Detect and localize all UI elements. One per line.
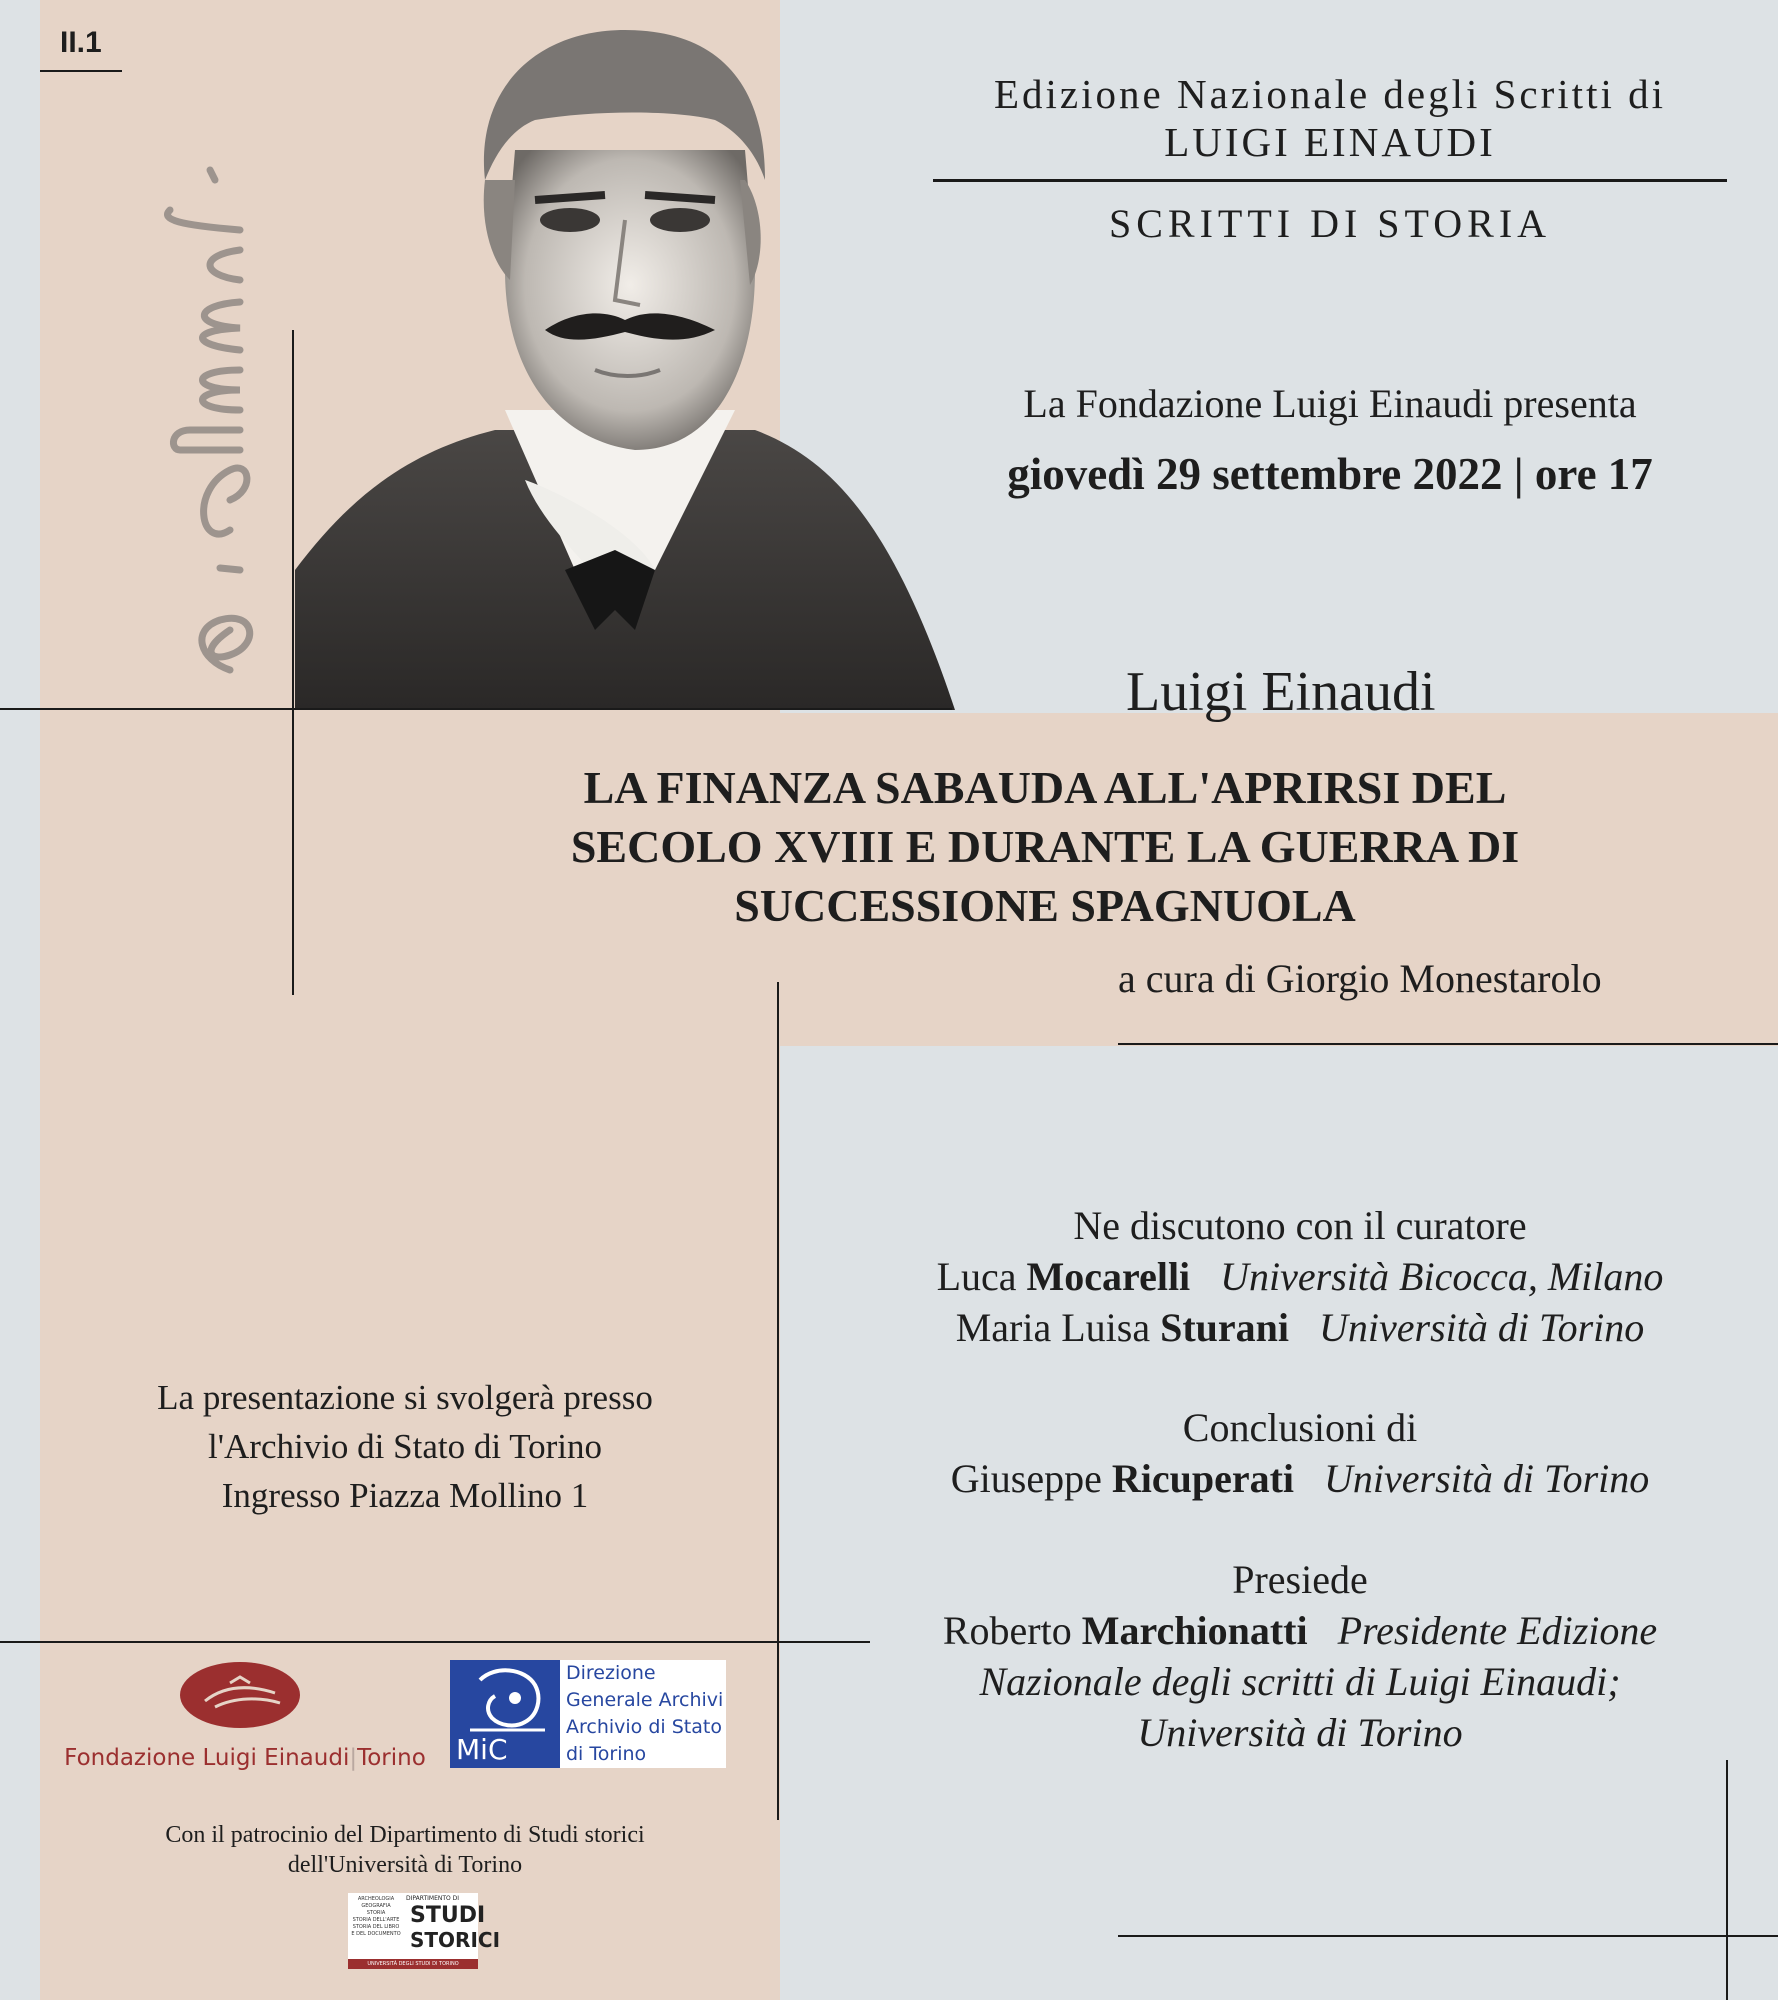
- book-author: Luigi Einaudi: [1126, 661, 1436, 723]
- discussant-row: [870, 1302, 1730, 1353]
- chair-affiliation: Università di Torino: [1137, 1710, 1463, 1755]
- chair-affiliation: Nazionale degli scritti di Luigi Einaudi;: [979, 1659, 1621, 1704]
- discussants-block: [870, 1200, 1730, 1353]
- archivi-line: Archivio di Stato: [566, 1716, 722, 1738]
- divider-vertical-right: [1726, 1760, 1728, 2000]
- book-title-line: SUCCESSIONE SPAGNUOLA: [734, 880, 1356, 931]
- chair-row: [870, 1605, 1730, 1656]
- divider-vertical-left: [292, 330, 294, 995]
- header-divider: [933, 179, 1727, 182]
- book-title-line: SECOLO XVIII E DURANTE LA GUERRA DI: [570, 821, 1520, 872]
- chair-last-name: Marchionatti: [1081, 1608, 1308, 1653]
- discussant-last-name: Sturani: [1160, 1305, 1290, 1350]
- studi-univ: UNIVERSITÀ DEGLI STUDI DI TORINO: [348, 1959, 478, 1969]
- patronage-block: [40, 1820, 770, 1880]
- fondazione-city: Torino: [357, 1745, 426, 1771]
- event-datetime: giovedì 29 settembre 2022 | ore 17: [1007, 449, 1653, 499]
- studi-discipline: ARCHEOLOGIA: [357, 1896, 395, 1902]
- chair-intro: Presiede: [1232, 1557, 1368, 1602]
- discussant-row: [870, 1251, 1730, 1302]
- conclusions-last-name: Ricuperati: [1111, 1456, 1295, 1501]
- venue-block: [40, 1373, 770, 1520]
- chair-first-name: Roberto: [942, 1608, 1072, 1653]
- signature: [80, 90, 280, 690]
- series-code: II.1: [60, 26, 102, 59]
- mic-emblem: [450, 1660, 560, 1768]
- divider-horizontal-venue: [0, 1641, 870, 1643]
- series-code-underline: [40, 70, 122, 72]
- series-title: SCRITTI DI STORIA: [1108, 201, 1552, 246]
- discussant-affiliation: Università di Torino: [1319, 1305, 1645, 1350]
- discussant-first-name: Maria Luisa: [955, 1305, 1151, 1350]
- portrait-photo: [295, 10, 955, 710]
- chair-affiliation: Presidente Edizione: [1337, 1608, 1658, 1653]
- archivi-line: di Torino: [566, 1743, 647, 1765]
- discussants-intro: Ne discutono con il curatore: [1073, 1203, 1527, 1248]
- divider-horizontal-editor: [1118, 1043, 1778, 1045]
- book-title-line: LA FINANZA SABAUDA ALL'APRIRSI DEL: [583, 762, 1507, 813]
- patronage-line: Con il patrocinio del Dipartimento di Studi storici: [165, 1822, 645, 1848]
- patronage-line: dell'Università di Torino: [287, 1852, 523, 1878]
- mic-label: MiC: [456, 1733, 508, 1766]
- divider-horizontal-top: [0, 708, 952, 710]
- divider-horizontal-bottom: [1118, 1935, 1778, 1937]
- book-editor: a cura di Giorgio Monestarolo: [1118, 956, 1602, 1001]
- conclusions-row: [870, 1453, 1730, 1504]
- chair-block: [870, 1554, 1730, 1758]
- conclusions-affiliation: Università di Torino: [1324, 1456, 1650, 1501]
- studi-dept: DIPARTIMENTO DI: [406, 1895, 460, 1902]
- archivio-logo: [450, 1660, 726, 1768]
- studi-discipline: STORIA DELL'ARTE: [352, 1917, 400, 1923]
- studi-discipline: STORIA DEL LIBRO: [352, 1924, 400, 1930]
- studi-discipline: STORIA: [366, 1910, 386, 1916]
- venue-line: Ingresso Piazza Mollino 1: [221, 1476, 589, 1515]
- venue-line: l'Archivio di Stato di Torino: [207, 1427, 603, 1466]
- fondazione-logo: [55, 1655, 435, 1775]
- archivi-line: Generale Archivi: [566, 1689, 724, 1711]
- edition-line2: LUIGI EINAUDI: [1164, 119, 1496, 165]
- presenter-line: La Fondazione Luigi Einaudi presenta: [1023, 381, 1637, 426]
- discussant-affiliation: Università Bicocca, Milano: [1220, 1254, 1664, 1299]
- discussant-last-name: Mocarelli: [1026, 1254, 1191, 1299]
- archivi-line: Direzione: [566, 1662, 656, 1684]
- studi-word2: STORICI: [410, 1928, 501, 1952]
- conclusions-first-name: Giuseppe: [950, 1456, 1102, 1501]
- studi-word1: STUDI: [410, 1903, 486, 1928]
- conclusions-block: [870, 1402, 1730, 1504]
- studi-storici-logo: [348, 1893, 501, 1969]
- studi-discipline: GEOGRAFIA: [361, 1903, 391, 1909]
- divider-vertical-mid: [777, 982, 779, 1820]
- fondazione-separator: |: [349, 1745, 358, 1771]
- venue-line: La presentazione si svolgerà presso: [157, 1378, 653, 1417]
- fondazione-name: Fondazione Luigi Einaudi: [64, 1745, 350, 1771]
- conclusions-intro: Conclusioni di: [1182, 1405, 1418, 1450]
- studi-discipline: E DEL DOCUMENTO: [351, 1931, 401, 1937]
- edition-line1: Edizione Nazionale degli Scritti di: [994, 71, 1666, 117]
- book-title: [430, 758, 1660, 935]
- discussant-first-name: Luca: [936, 1254, 1017, 1299]
